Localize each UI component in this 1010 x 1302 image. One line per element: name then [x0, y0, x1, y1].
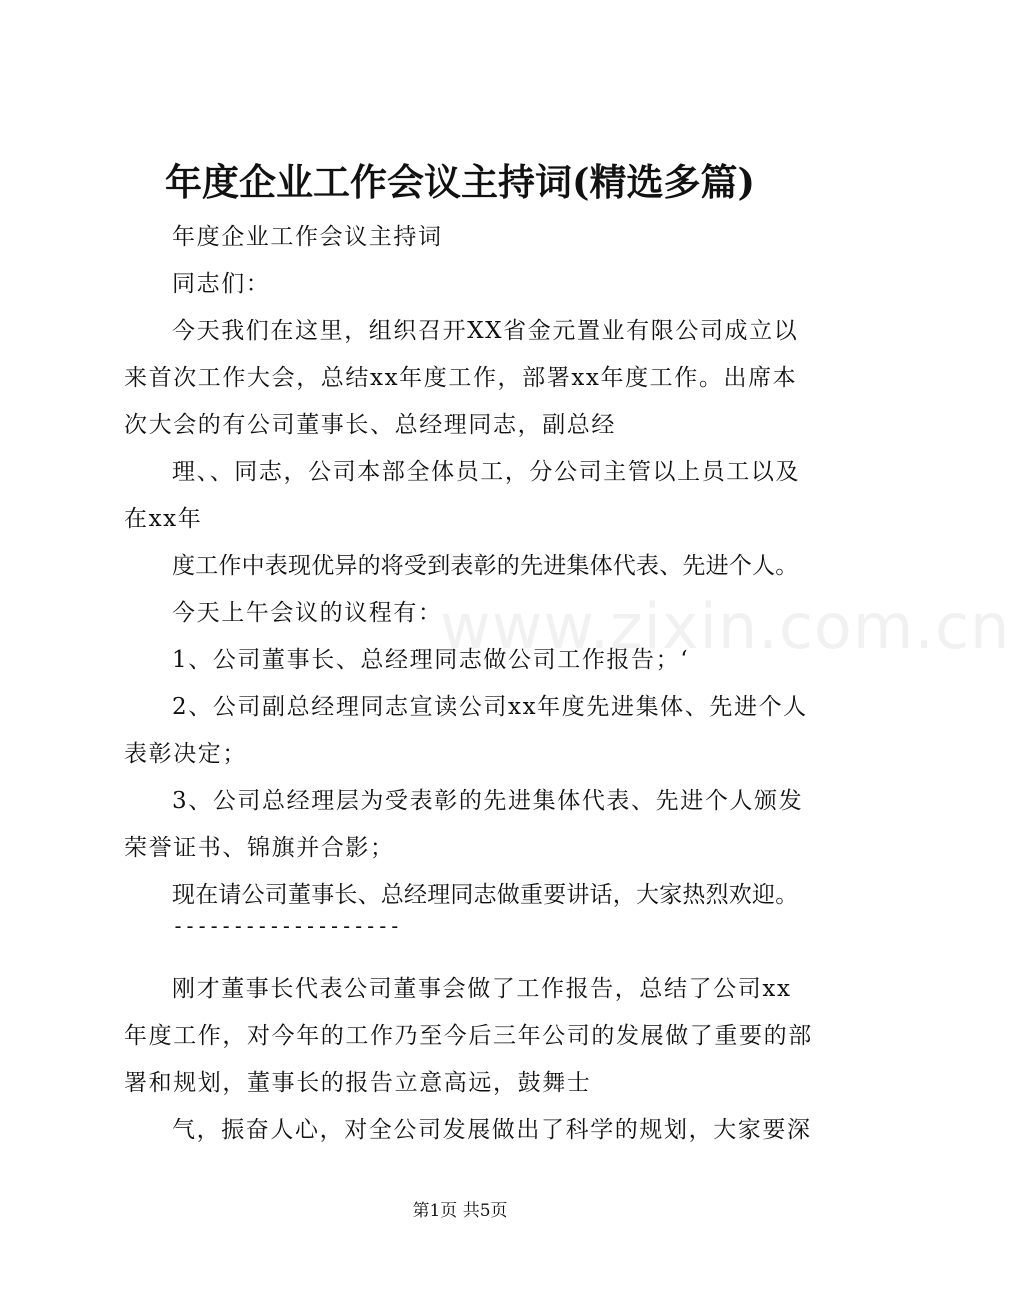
paragraph-invitation: 现在请公司董事长、总经理同志做重要讲话，大家热烈欢迎。 [172, 882, 799, 908]
document-title: 年度企业工作会议主持词(精选多篇) [164, 160, 755, 204]
watermark-text: www.zixin.com.cn [440, 590, 1010, 663]
paragraph-agenda-intro: 今天上午会议的议程有： [172, 600, 443, 626]
paragraph-continuation: 气，振奋人心，对全公司发展做出了科学的规划，大家要深 [172, 1117, 812, 1143]
paragraph-honorees: 度工作中表现优异的将受到表彰的先进集体代表、先进个人。 [172, 553, 799, 579]
page-footer: 第1页 共5页 [412, 1201, 508, 1221]
paragraph-report-summary: 刚才董事长代表公司董事会做了工作报告，总结了公司xx年度工作，对今年的工作乃至今后三年公司的发展做了重要的部署和规划，董事长的报告立意高远，鼓舞士 [124, 976, 813, 1096]
paragraph-agenda-item-1: 1、公司董事长、总经理同志做公司工作报告；‘ [172, 647, 690, 673]
paragraph-agenda-item-3: 3、公司总经理层为受表彰的先进集体代表、先进个人颁发荣誉证书、锦旗并合影； [124, 788, 804, 861]
paragraph-agenda-item-2: 2、公司副总经理同志宣读公司xx年度先进集体、先进个人表彰决定； [124, 694, 808, 767]
paragraph-subtitle: 年度企业工作会议主持词 [172, 224, 443, 250]
paragraph-opening: 今天我们在这里，组织召开XX省金元置业有限公司成立以来首次工作大会，总结xx年度工作，部署xx年度工作。出席本次大会的有公司董事长、总经理同志，副总经 [124, 318, 799, 438]
paragraph-attendees: 理、、同志，公司本部全体员工，分公司主管以上员工以及在xx年 [124, 459, 801, 532]
section-separator: ------------------- [172, 914, 401, 938]
paragraph-greeting: 同志们： [172, 271, 271, 297]
